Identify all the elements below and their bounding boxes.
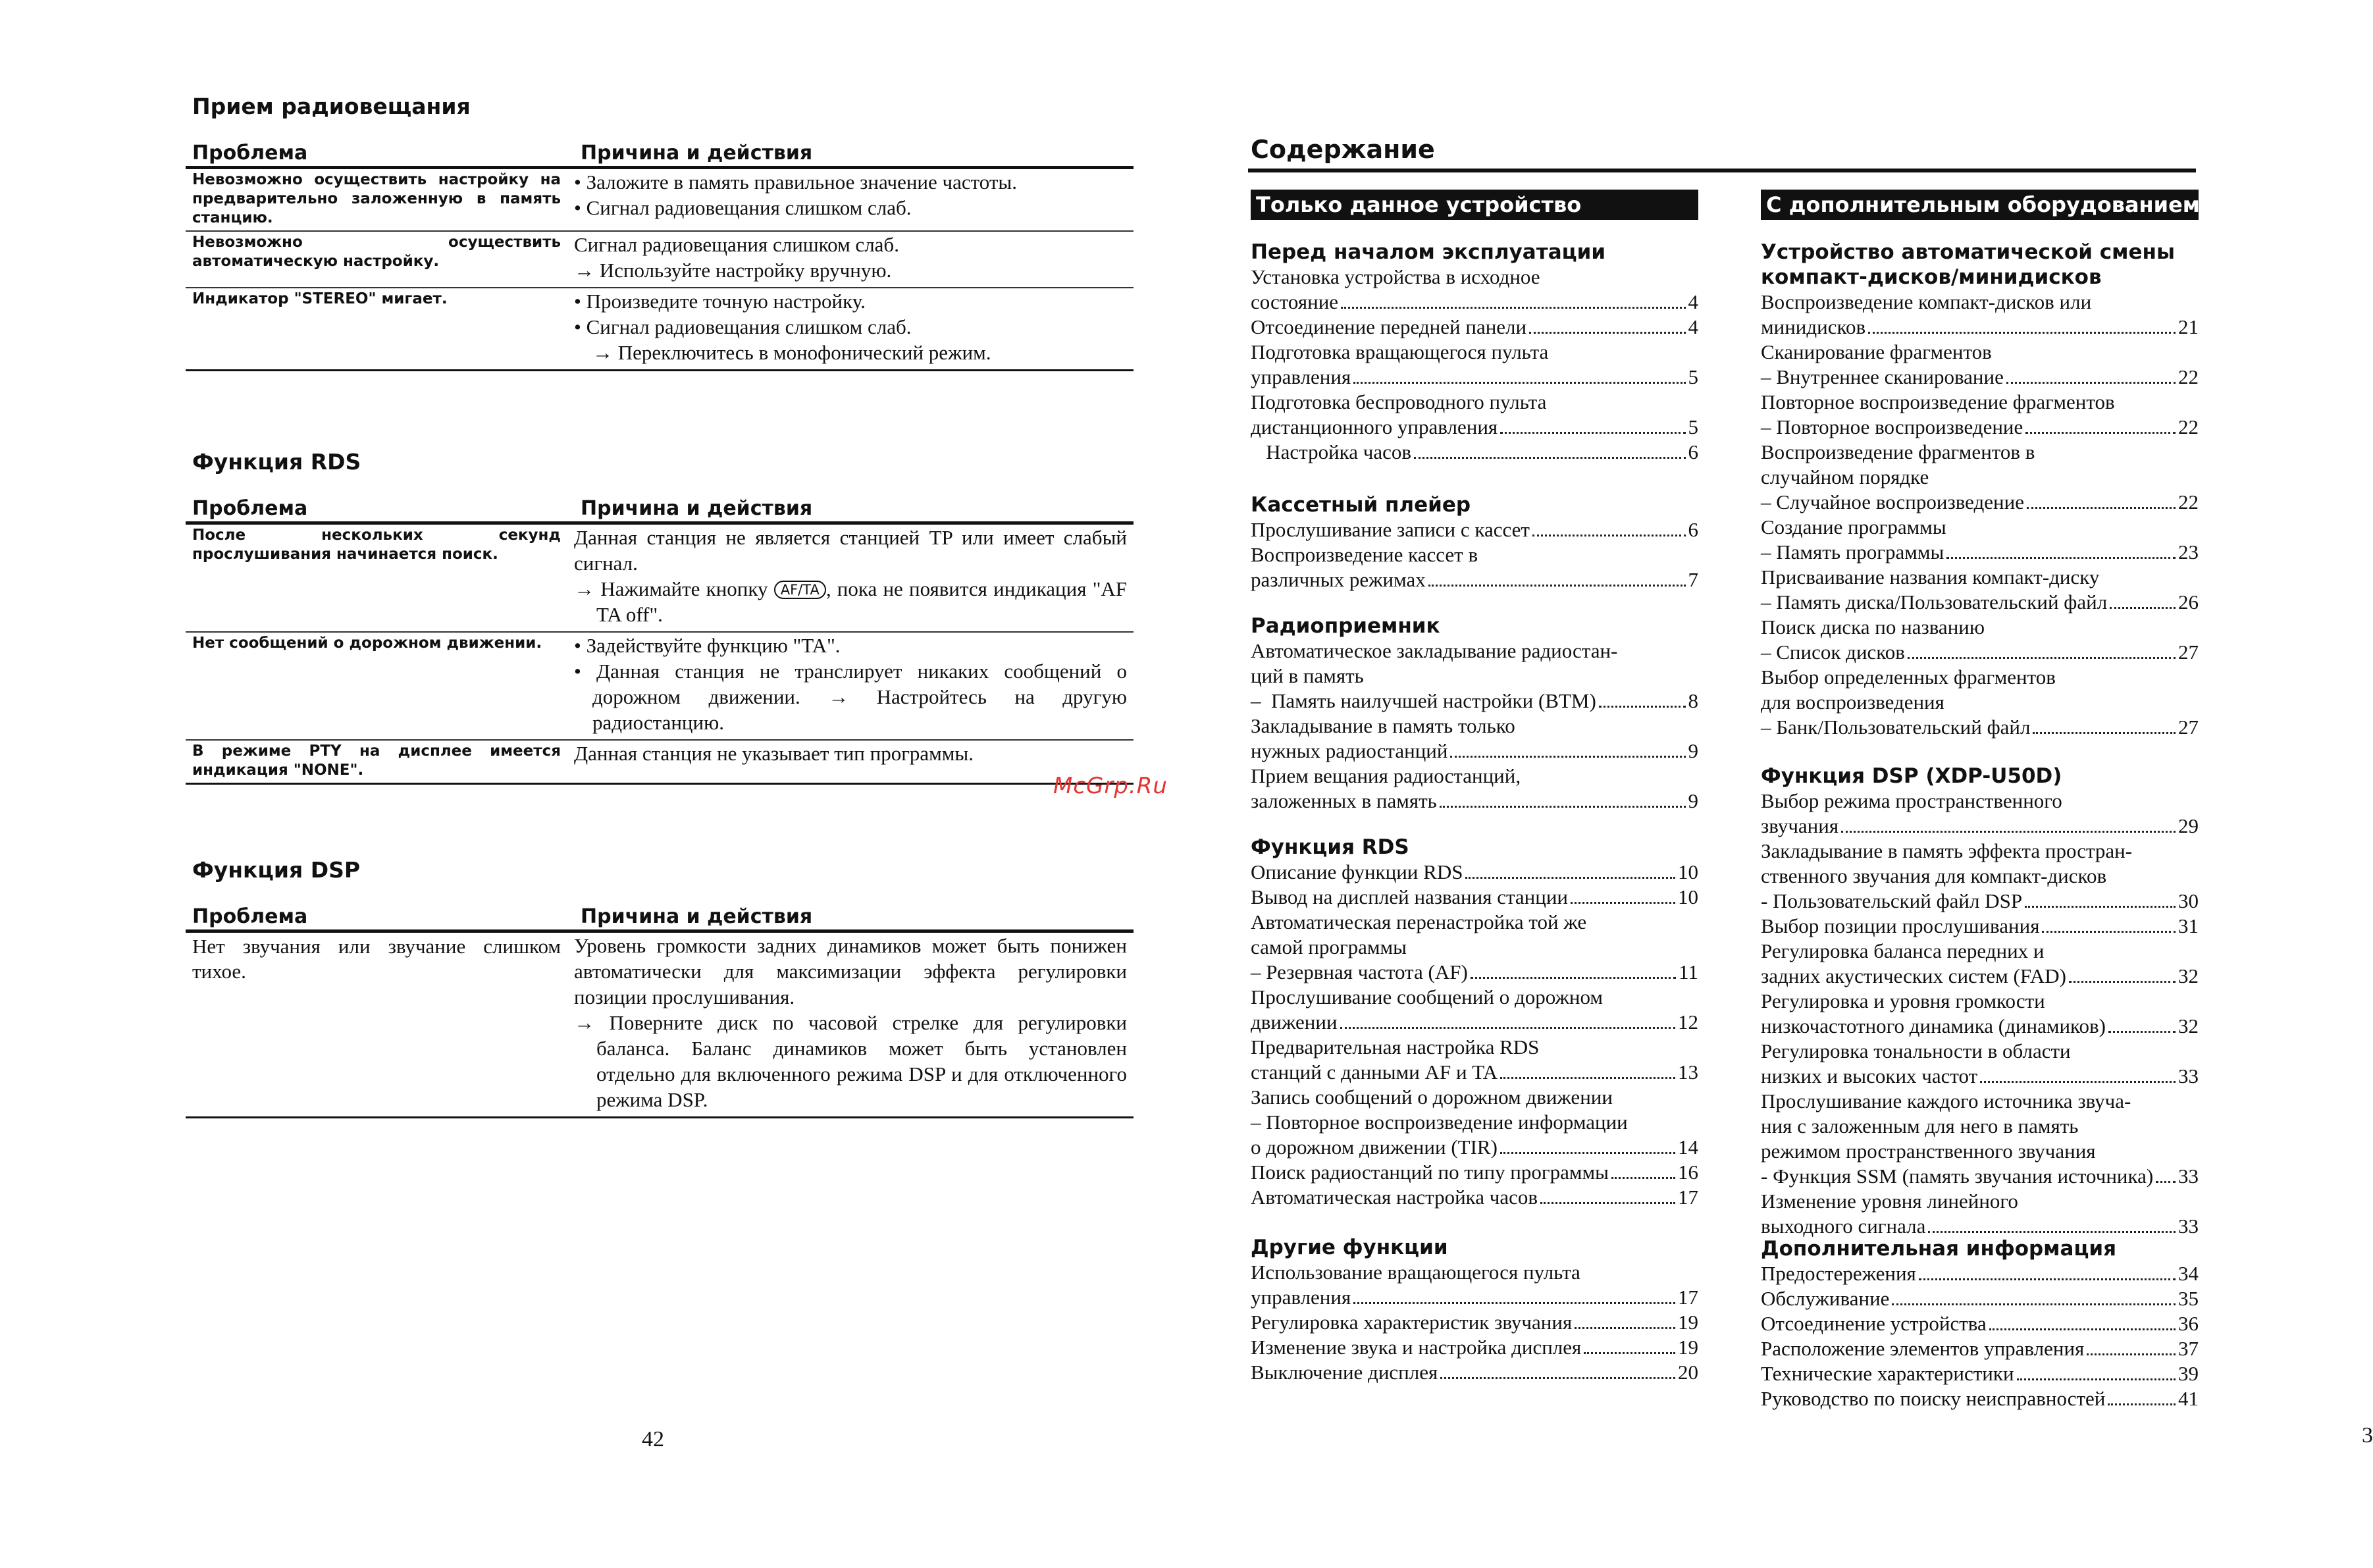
toc-entry-text: звучания bbox=[1761, 814, 1839, 837]
cause-cell bbox=[567, 232, 1134, 287]
toc-page-number: 22 bbox=[2178, 490, 2199, 513]
dot-leader bbox=[2110, 607, 2176, 609]
toc-group bbox=[1761, 240, 2199, 740]
dot-leader bbox=[2042, 931, 2176, 933]
cause-text: • Произведите точную настройку. bbox=[574, 290, 866, 313]
toc-page-number: 27 bbox=[2178, 716, 2199, 739]
toc-heading: Устройство автоматической смены компакт-дисков/минидисков bbox=[1761, 240, 2175, 289]
af-ta-button-icon: AF/TA bbox=[774, 581, 826, 599]
toc-group bbox=[1761, 764, 2199, 1239]
toc-page-number: 36 bbox=[2178, 1312, 2199, 1335]
toc-entry-text: Обслуживание bbox=[1761, 1287, 1890, 1310]
toc-page-number: 7 bbox=[1688, 568, 1698, 591]
toc-entry-text: Прием вещания радиостанций, bbox=[1251, 764, 1521, 787]
toc-entry-text: Настройка часов bbox=[1251, 440, 1412, 463]
toc-entry-text: Регулировка тональности в области bbox=[1761, 1039, 2071, 1062]
toc-page-number: 33 bbox=[2178, 1064, 2199, 1087]
column-header-cause: Причина и действия bbox=[581, 497, 813, 520]
toc-page-number: 41 bbox=[2178, 1387, 2199, 1410]
dot-leader bbox=[1868, 332, 2176, 334]
toc-group bbox=[1251, 614, 1698, 814]
toc-page-number: 22 bbox=[2178, 415, 2199, 438]
dot-leader bbox=[1500, 432, 1685, 434]
cause-text: • Данная станция не транслирует никаких сообщений о дорожном движении. → Настройтесь на другую радиостанцию. bbox=[574, 660, 1127, 734]
toc-entry-text: задних акустических систем (FAD) bbox=[1761, 964, 2066, 987]
page-number-left: 42 bbox=[642, 1427, 664, 1451]
troubleshooting-table-rds bbox=[186, 495, 1134, 785]
cause-text: • Заложите в память правильное значение частоты. bbox=[574, 170, 1017, 194]
table-header bbox=[186, 140, 1134, 169]
toc-heading: Функция RDS bbox=[1251, 835, 1409, 859]
toc-page-number: 26 bbox=[2178, 590, 2199, 614]
toc-entry[interactable] bbox=[1761, 1014, 2199, 1039]
toc-entry-text: управления bbox=[1251, 365, 1351, 388]
toc-entry-text: – Память наилучшей настройки (BTM) bbox=[1251, 689, 1596, 712]
toc-entry[interactable] bbox=[1761, 1286, 2199, 1311]
toc-entry-text: Выбор позиции прослушивания bbox=[1761, 914, 2040, 937]
problem-cell: В режиме PTY на дисплее имеется индикация "NONE". bbox=[192, 743, 561, 779]
action-step: → Переключитесь в монофонический режим. bbox=[592, 341, 991, 364]
toc-heading: Другие функции bbox=[1251, 1236, 1448, 1259]
dot-leader bbox=[1353, 382, 1685, 384]
dot-leader bbox=[1532, 535, 1686, 536]
toc-entry-text: Воспроизведение кассет в bbox=[1251, 543, 1478, 566]
toc-entry-text: – Повторное воспроизведение bbox=[1761, 415, 2023, 438]
toc-entry-text: Вывод на дисплей названия станции bbox=[1251, 885, 1569, 908]
toc-entry-text: – Внутреннее сканирование bbox=[1761, 365, 2004, 388]
toc-entry-text: – Резервная частота (AF) bbox=[1251, 960, 1468, 983]
toc-heading: Функция DSP (XDP-U50D) bbox=[1761, 764, 2062, 788]
toc-entry-text: Регулировка и уровня громкости bbox=[1761, 989, 2045, 1012]
troubleshooting-table-radio bbox=[186, 140, 1134, 371]
toc-entry-text: Изменение звука и настройка дисплея bbox=[1251, 1336, 1582, 1359]
dot-leader bbox=[1414, 457, 1685, 459]
toc-entry[interactable] bbox=[1761, 365, 2199, 390]
toc-page-number: 12 bbox=[1678, 1010, 1698, 1033]
dot-leader bbox=[1919, 1278, 2176, 1280]
troubleshooting-table-dsp bbox=[186, 903, 1134, 1118]
toc-entry-text: низкочастотного динамика (динамиков) bbox=[1761, 1014, 2106, 1037]
dot-leader bbox=[1471, 977, 1676, 979]
toc-entry-text: Выбор режима пространственного bbox=[1761, 789, 2062, 812]
toc-entry-text: Прослушивание каждого источника звуча- bbox=[1761, 1089, 2131, 1112]
toc-heading: Дополнительная информация bbox=[1761, 1237, 2117, 1261]
toc-heading: Кассетный плейер bbox=[1251, 493, 1471, 517]
dot-leader bbox=[2108, 1031, 2176, 1033]
toc-page-number: 21 bbox=[2178, 315, 2199, 338]
problem-cell: Невозможно осуществить настройку на предварительно заложенную в память станцию. bbox=[192, 171, 561, 226]
cause-text: • Сигнал радиовещания слишком слаб. bbox=[574, 196, 912, 219]
toc-entry[interactable] bbox=[1761, 540, 2199, 565]
dot-leader bbox=[1611, 1177, 1675, 1179]
dot-leader bbox=[1529, 332, 1685, 334]
cause-cell bbox=[567, 288, 1134, 369]
toc-entry-text: ственного звучания для компакт-дисков bbox=[1761, 864, 2107, 887]
toc-heading: Радиоприемник bbox=[1251, 614, 1440, 638]
dot-leader bbox=[2156, 1181, 2176, 1183]
toc-entry-text: режимом пространственного звучания bbox=[1761, 1139, 2096, 1163]
toc-entry[interactable] bbox=[1251, 290, 1698, 315]
toc-entry-text: Отсоединение устройства bbox=[1761, 1312, 1987, 1335]
toc-page-number: 29 bbox=[2178, 814, 2199, 837]
toc-entry-text: движении bbox=[1251, 1010, 1338, 1033]
dot-leader bbox=[1341, 307, 1685, 309]
dot-leader bbox=[1450, 756, 1685, 758]
toc-entry[interactable] bbox=[1251, 960, 1698, 985]
toc-entry[interactable] bbox=[1251, 440, 1698, 465]
dot-leader bbox=[1540, 1202, 1675, 1204]
toc-entry[interactable] bbox=[1251, 739, 1698, 764]
column-header-problem: Проблема bbox=[192, 497, 308, 520]
toc-page-number: 11 bbox=[1679, 960, 1698, 983]
dot-leader bbox=[1440, 1377, 1675, 1379]
toc-entry-text: ния с заложенным для него в память bbox=[1761, 1114, 2079, 1137]
action-step bbox=[574, 576, 1127, 627]
problem-cell: Нет звучания или звучание слишком тихое. bbox=[192, 935, 561, 983]
dot-leader bbox=[1500, 1077, 1675, 1079]
dot-leader bbox=[1440, 806, 1686, 808]
table-row bbox=[186, 633, 1134, 741]
toc-page-number: 19 bbox=[1678, 1311, 1698, 1334]
dot-leader bbox=[1928, 1231, 2176, 1233]
toc-group bbox=[1761, 1236, 2199, 1411]
toc-page-number: 27 bbox=[2178, 640, 2199, 664]
cause-cell bbox=[567, 525, 1134, 631]
toc-entry[interactable] bbox=[1251, 1135, 1698, 1160]
action-step: → Используйте настройку вручную. bbox=[574, 259, 892, 282]
toc-entry-text: станций с данными AF и TA bbox=[1251, 1060, 1498, 1084]
toc-entry-text: – Список дисков bbox=[1761, 640, 1905, 664]
cause-text: Сигнал радиовещания слишком слаб. bbox=[574, 233, 899, 256]
column-header-problem: Проблема bbox=[192, 142, 308, 165]
toc-entry-text: Создание программы bbox=[1761, 515, 1946, 538]
toc-page-number: 5 bbox=[1688, 415, 1698, 438]
toc-entry[interactable] bbox=[1761, 1386, 2199, 1411]
dot-leader bbox=[2069, 981, 2176, 983]
column-header-cause: Причина и действия bbox=[581, 142, 813, 165]
page-title: Содержание bbox=[1251, 135, 1435, 164]
toc-entry[interactable] bbox=[1251, 689, 1698, 714]
toc-entry[interactable] bbox=[1251, 885, 1698, 910]
toc-entry-text: Выключение дисплея bbox=[1251, 1361, 1438, 1384]
dot-leader bbox=[2087, 1353, 2176, 1355]
toc-entry[interactable] bbox=[1761, 490, 2199, 515]
toc-entry-text: Воспроизведение компакт-дисков или bbox=[1761, 290, 2092, 313]
toc-page-number: 14 bbox=[1678, 1136, 1698, 1159]
toc-page-number: 33 bbox=[2178, 1164, 2199, 1188]
column-header-cause: Причина и действия bbox=[581, 905, 813, 928]
toc-page-number: 5 bbox=[1688, 365, 1698, 388]
toc-entry[interactable] bbox=[1761, 964, 2199, 989]
toc-group bbox=[1251, 240, 1698, 465]
action-text: → Нажимайте кнопку bbox=[574, 577, 768, 600]
toc-entry-text: выходного сигнала bbox=[1761, 1215, 1926, 1238]
toc-entry[interactable] bbox=[1251, 315, 1698, 340]
toc-bar-additional-equipment: С дополнительным оборудованием bbox=[1761, 190, 2199, 220]
toc-entry[interactable] bbox=[1761, 914, 2199, 939]
dot-leader bbox=[2033, 732, 2176, 734]
toc-entry-text: Подготовка вращающегося пульта bbox=[1251, 340, 1549, 363]
toc-entry[interactable] bbox=[1761, 315, 2199, 340]
toc-page-number: 19 bbox=[1678, 1336, 1698, 1359]
toc-entry-text: Технические характеристики bbox=[1761, 1362, 2014, 1385]
toc-entry-text: Предварительная настройка RDS bbox=[1251, 1035, 1540, 1058]
section-title-rds: Функция RDS bbox=[192, 449, 361, 475]
toc-page-number: 30 bbox=[2178, 889, 2199, 912]
toc-entry-text: Выбор определенных фрагментов bbox=[1761, 666, 2056, 689]
toc-bar-device-only: Только данное устройство bbox=[1251, 190, 1698, 220]
toc-entry-text: Повторное воспроизведение фрагментов bbox=[1761, 390, 2115, 413]
dot-leader bbox=[1584, 1352, 1675, 1354]
toc-group bbox=[1251, 492, 1698, 592]
toc-entry-text: Отсоединение передней панели bbox=[1251, 315, 1527, 338]
toc-entry[interactable] bbox=[1761, 715, 2199, 740]
dot-leader bbox=[1465, 877, 1675, 879]
section-title-dsp: Функция DSP bbox=[192, 857, 361, 883]
toc-entry-text: о дорожном движении (TIR) bbox=[1251, 1136, 1498, 1159]
toc-entry-text: для воспроизведения bbox=[1761, 691, 1944, 714]
toc-entry[interactable] bbox=[1761, 1336, 2199, 1361]
toc-page-number: 20 bbox=[1678, 1361, 1698, 1384]
toc-entry-text: управления bbox=[1251, 1286, 1351, 1309]
toc-entry[interactable] bbox=[1761, 1311, 2199, 1336]
dot-leader bbox=[2017, 1378, 2176, 1380]
toc-entry[interactable] bbox=[1251, 789, 1698, 814]
toc-page-number: 17 bbox=[1678, 1286, 1698, 1309]
table-row bbox=[186, 232, 1134, 288]
toc-entry-text: Присваивание названия компакт-диску bbox=[1761, 565, 2100, 588]
problem-cell: После нескольких секунд прослушивания начинается поиск. bbox=[192, 527, 561, 563]
toc-page-number: 22 bbox=[2178, 365, 2199, 388]
cause-cell bbox=[567, 169, 1134, 230]
toc-entry-text: Подготовка беспроводного пульта bbox=[1251, 390, 1547, 413]
dot-leader bbox=[1980, 1081, 2176, 1083]
toc-page-number: 13 bbox=[1678, 1060, 1698, 1084]
toc-entry-text: состояние bbox=[1251, 290, 1339, 313]
toc-entry[interactable] bbox=[1251, 1360, 1698, 1385]
toc-page-number: 10 bbox=[1678, 860, 1698, 883]
toc-page-number: 9 bbox=[1688, 739, 1698, 762]
table-row bbox=[186, 169, 1134, 232]
toc-entry[interactable] bbox=[1761, 590, 2199, 615]
toc-entry-text: Поиск радиостанций по типу программы bbox=[1251, 1161, 1609, 1184]
toc-entry[interactable] bbox=[1251, 860, 1698, 885]
page-number-right: 3 bbox=[2362, 1423, 2373, 1448]
toc-page-number: 9 bbox=[1688, 789, 1698, 812]
problem-cell: Невозможно осуществить автоматическую настройку. bbox=[192, 234, 561, 270]
toc-page-number: 17 bbox=[1678, 1186, 1698, 1209]
dot-leader bbox=[2108, 1403, 2176, 1405]
toc-page-number: 10 bbox=[1678, 885, 1698, 908]
table-row bbox=[186, 741, 1134, 785]
dot-leader bbox=[2025, 432, 2176, 434]
cause-cell bbox=[567, 741, 1134, 783]
toc-entry-text: Изменение уровня линейного bbox=[1761, 1189, 2018, 1213]
toc-entry-text: Автоматическое закладывание радиостан- bbox=[1251, 639, 1618, 662]
toc-entry[interactable] bbox=[1251, 415, 1698, 440]
toc-group bbox=[1251, 835, 1698, 1210]
cause-text: Данная станция не указывает тип программы. bbox=[574, 742, 974, 765]
dot-leader bbox=[1989, 1328, 2176, 1330]
dot-leader bbox=[1575, 1327, 1675, 1329]
toc-entry[interactable] bbox=[1251, 1160, 1698, 1185]
toc-entry[interactable] bbox=[1761, 415, 2199, 440]
toc-entry-text: нужных радиостанций bbox=[1251, 739, 1448, 762]
toc-entry-text: – Банк/Пользовательский файл bbox=[1761, 716, 2031, 739]
toc-page-number: 6 bbox=[1688, 518, 1698, 541]
toc-entry[interactable] bbox=[1251, 1010, 1698, 1035]
toc-entry[interactable] bbox=[1761, 1261, 2199, 1286]
section-title-radio: Прием радиовещания bbox=[192, 93, 471, 119]
toc-entry-text: ций в память bbox=[1251, 664, 1364, 687]
toc-entry-text: Использование вращающегося пульта bbox=[1251, 1261, 1580, 1284]
toc-entry-text: Поиск диска по названию bbox=[1761, 615, 1985, 639]
toc-entry[interactable] bbox=[1251, 517, 1698, 542]
toc-entry-text: дистанционного управления bbox=[1251, 415, 1498, 438]
toc-entry[interactable] bbox=[1251, 1285, 1698, 1310]
watermark: McGrp.Ru bbox=[1053, 773, 1168, 799]
dot-leader bbox=[2006, 382, 2176, 384]
dot-leader bbox=[1500, 1152, 1675, 1154]
problem-cell: Индикатор "STEREO" мигает. bbox=[192, 290, 448, 307]
toc-entry-text: Запись сообщений о дорожном движении bbox=[1251, 1085, 1613, 1109]
toc-entry-text: Закладывание в память только bbox=[1251, 714, 1515, 737]
cause-cell bbox=[567, 633, 1134, 739]
toc-heading: Перед началом эксплуатации bbox=[1251, 240, 1606, 264]
toc-entry-text: Сканирование фрагментов bbox=[1761, 340, 1992, 363]
toc-page-number: 8 bbox=[1688, 689, 1698, 712]
toc-entry-text: заложенных в память bbox=[1251, 789, 1437, 812]
toc-entry-text: Руководство по поиску неисправностей bbox=[1761, 1387, 2106, 1410]
toc-entry[interactable] bbox=[1761, 1164, 2199, 1189]
toc-entry-text: Регулировка баланса передних и bbox=[1761, 939, 2045, 962]
toc-entry-text: Расположение элементов управления bbox=[1761, 1337, 2085, 1360]
cause-text: Уровень громкости задних динамиков может быть понижен автоматически для максимизации эффекта регулировки позиции прослушивания. bbox=[574, 934, 1127, 1008]
toc-entry[interactable] bbox=[1761, 640, 2199, 665]
dot-leader bbox=[1599, 706, 1686, 708]
dot-leader bbox=[2027, 507, 2176, 509]
toc-entry-text: Прослушивание записи с кассет bbox=[1251, 518, 1530, 541]
toc-entry-text: самой программы bbox=[1251, 935, 1407, 958]
toc-entry-text: Описание функции RDS bbox=[1251, 860, 1463, 883]
toc-page-number: 33 bbox=[2178, 1215, 2199, 1238]
title-divider bbox=[1248, 169, 2196, 172]
toc-entry[interactable] bbox=[1251, 1185, 1698, 1210]
toc-entry-text: случайном порядке bbox=[1761, 465, 1929, 488]
table-header bbox=[186, 903, 1134, 933]
toc-entry-text: – Случайное воспроизведение bbox=[1761, 490, 2024, 513]
toc-page-number: 39 bbox=[2178, 1362, 2199, 1385]
toc-entry-text: Предостережения bbox=[1761, 1262, 1916, 1285]
toc-page-number: 32 bbox=[2178, 964, 2199, 987]
table-header bbox=[186, 495, 1134, 525]
toc-entry[interactable] bbox=[1761, 1214, 2199, 1239]
dot-leader bbox=[1340, 1027, 1675, 1029]
toc-entry[interactable] bbox=[1251, 567, 1698, 592]
dot-leader bbox=[1892, 1303, 2176, 1305]
toc-entry[interactable] bbox=[1251, 365, 1698, 390]
dot-leader bbox=[1908, 657, 2176, 659]
toc-page-number: 16 bbox=[1678, 1161, 1698, 1184]
toc-entry-text: Прослушивание сообщений о дорожном bbox=[1251, 985, 1603, 1008]
dot-leader bbox=[1571, 902, 1675, 904]
toc-group bbox=[1251, 1235, 1698, 1385]
cause-text: Данная станция не является станцией TP или имеет слабый сигнал. bbox=[574, 526, 1127, 575]
table-row bbox=[186, 525, 1134, 633]
toc-page-number: 4 bbox=[1688, 290, 1698, 313]
toc-page-number: 4 bbox=[1688, 315, 1698, 338]
toc-entry-text: Воспроизведение фрагментов в bbox=[1761, 440, 2035, 463]
toc-entry-text: низких и высоких частот bbox=[1761, 1064, 1978, 1087]
problem-cell: Нет сообщений о дорожном движении. bbox=[192, 635, 542, 652]
toc-entry[interactable] bbox=[1761, 889, 2199, 914]
toc-entry-text: Закладывание в память эффекта простран- bbox=[1761, 839, 2133, 862]
toc-entry-text: Автоматическая перенастройка той же bbox=[1251, 910, 1587, 933]
toc-page-number: 37 bbox=[2178, 1337, 2199, 1360]
toc-entry-text: минидисков bbox=[1761, 315, 1866, 338]
dot-leader bbox=[2025, 906, 2176, 908]
table-row bbox=[186, 288, 1134, 371]
toc-page-number: 35 bbox=[2178, 1287, 2199, 1310]
toc-page-number: 32 bbox=[2178, 1014, 2199, 1037]
toc-entry[interactable] bbox=[1761, 1064, 2199, 1089]
dot-leader bbox=[1353, 1302, 1675, 1304]
dot-leader bbox=[1841, 831, 2176, 833]
toc-page-number: 31 bbox=[2178, 914, 2199, 937]
action-step: → Поверните диск по часовой стрелке для регулировки баланса. Баланс динамиков может быть установлен отдельно для включенного режима DSP и для отключенного режима DSP. bbox=[574, 1011, 1127, 1111]
right-page bbox=[1172, 0, 2373, 1568]
toc-entry-text: – Память диска/Пользовательский файл bbox=[1761, 590, 2108, 614]
toc-entry[interactable] bbox=[1251, 1060, 1698, 1085]
toc-entry[interactable] bbox=[1251, 1335, 1698, 1360]
toc-entry-text: Регулировка характеристик звучания bbox=[1251, 1311, 1573, 1334]
action-text: , пока не появится индикация "AF TA off". bbox=[596, 577, 1127, 626]
toc-entry-text: - Пользовательский файл DSP bbox=[1761, 889, 2023, 912]
toc-entry[interactable] bbox=[1761, 1361, 2199, 1386]
toc-entry-text: - Функция SSM (память звучания источника) bbox=[1761, 1164, 2154, 1188]
cause-cell bbox=[567, 933, 1134, 1116]
toc-entry[interactable] bbox=[1251, 1310, 1698, 1335]
toc-entry-text: – Память программы bbox=[1761, 540, 1944, 563]
toc-page-number: 23 bbox=[2178, 540, 2199, 563]
dot-leader bbox=[1428, 585, 1686, 587]
toc-entry-text: различных режимах bbox=[1251, 568, 1426, 591]
toc-entry-text: Автоматическая настройка часов bbox=[1251, 1186, 1538, 1209]
dot-leader bbox=[1946, 557, 2176, 559]
cause-text: • Сигнал радиовещания слишком слаб. bbox=[574, 315, 912, 338]
left-page bbox=[0, 0, 1172, 1568]
column-header-problem: Проблема bbox=[192, 905, 308, 928]
toc-page-number: 6 bbox=[1688, 440, 1698, 463]
toc-entry-text: – Повторное воспроизведение информации bbox=[1251, 1111, 1628, 1134]
toc-entry-text: Установка устройства в исходное bbox=[1251, 265, 1540, 288]
toc-entry[interactable] bbox=[1761, 814, 2199, 839]
toc-page-number: 34 bbox=[2178, 1262, 2199, 1285]
table-row bbox=[186, 933, 1134, 1118]
cause-text: • Задействуйте функцию "TA". bbox=[574, 634, 841, 657]
